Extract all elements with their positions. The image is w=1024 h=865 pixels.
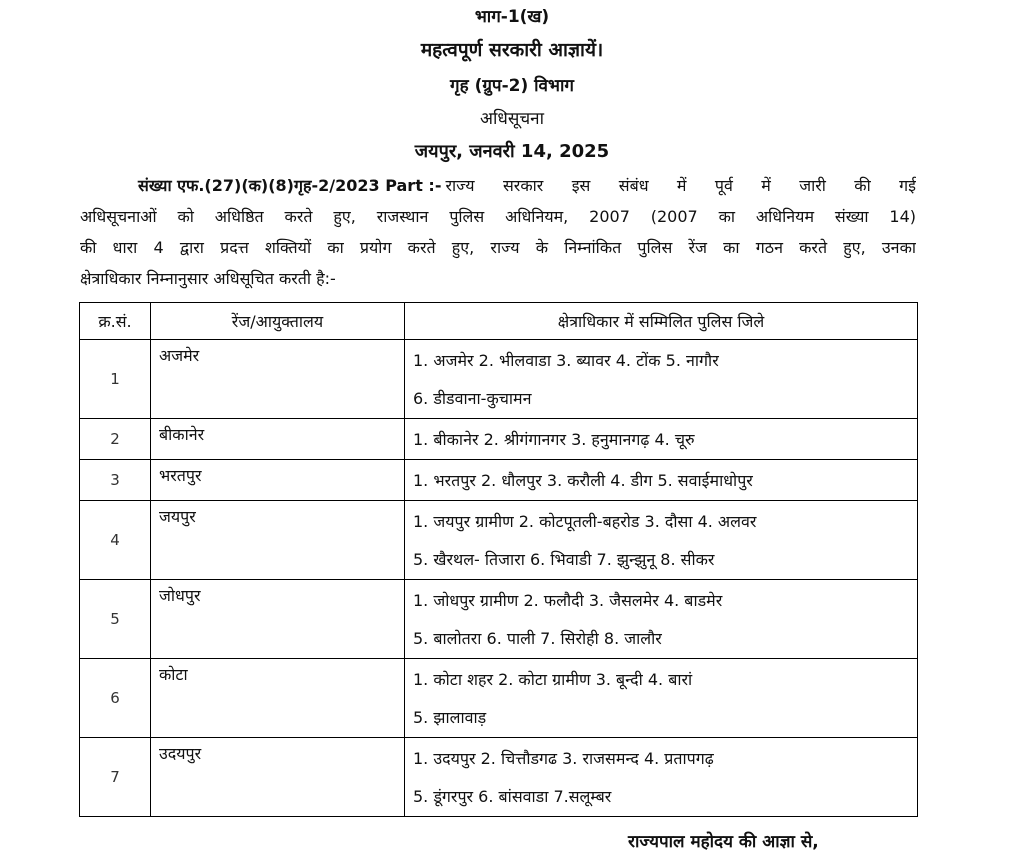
police-range-table — [79, 302, 918, 817]
serial-number: 1 — [80, 340, 151, 419]
district-line: 1. जयपुर ग्रामीण 2. कोटपूतली-बहरोड 3. दौसा 4. अलवर — [413, 512, 757, 531]
range-name: कोटा — [151, 659, 405, 738]
header-serial: क्र.सं. — [80, 303, 151, 340]
district-line: 5. खैरथल- तिजारा 6. भिवाडी 7. झुन्झुनू 8. सीकर — [413, 550, 715, 569]
district-line: 1. बीकानेर 2. श्रीगंगानगर 3. हनुमानगढ़ 4. चूरु — [413, 430, 695, 449]
district-line: 1. उदयपुर 2. चित्तौडगढ 3. राजसमन्द 4. प्रतापगढ़ — [413, 749, 714, 768]
district-line: 5. झालावाड़ — [413, 708, 487, 727]
range-name: जयपुर — [151, 501, 405, 580]
district-list — [405, 659, 918, 738]
table-row — [80, 659, 918, 738]
district-list — [405, 738, 918, 817]
district-list — [405, 419, 918, 460]
header-range: रेंज/आयुक्तालय — [151, 303, 405, 340]
district-line: 1. अजमेर 2. भीलवाडा 3. ब्यावर 4. टोंक 5. नागौर — [413, 351, 719, 370]
table-row — [80, 501, 918, 580]
range-name: बीकानेर — [151, 419, 405, 460]
table-row — [80, 580, 918, 659]
paragraph-line-2: अधिसूचनाओं को अधिष्ठित करते हुए, राजस्थान पुलिस अधिनियम, 2007 (2007 का अधिनियम संख्या 14) — [80, 207, 916, 226]
signature-line: राज्यपाल महोदय की आज्ञा से, — [628, 832, 819, 852]
department-heading: गृह (ग्रुप-2) विभाग — [450, 76, 574, 96]
district-line: 6. डीडवाना-कुचामन — [413, 389, 532, 408]
header-districts: क्षेत्राधिकार में सम्मिलित पुलिस जिले — [405, 303, 918, 340]
range-name: अजमेर — [151, 340, 405, 419]
serial-number: 6 — [80, 659, 151, 738]
serial-number: 7 — [80, 738, 151, 817]
district-line: 1. जोधपुर ग्रामीण 2. फलौदी 3. जैसलमेर 4. बाडमेर — [413, 591, 723, 610]
paragraph-line-3: की धारा 4 द्वारा प्रदत्त शक्तियों का प्रयोग करते हुए, राज्य के निम्नांकित पुलिस रेंज का गठन करते हुए, उनका — [80, 238, 916, 257]
serial-number: 4 — [80, 501, 151, 580]
district-list — [405, 501, 918, 580]
serial-number: 3 — [80, 460, 151, 501]
table-row — [80, 738, 918, 817]
reference-number: संख्या एफ.(27)(क)(8)गृह-2/2023 Part :- — [138, 176, 442, 195]
district-list — [405, 340, 918, 419]
place-date: जयपुर, जनवरी 14, 2025 — [414, 141, 610, 162]
table-header-row — [80, 303, 918, 340]
serial-number: 5 — [80, 580, 151, 659]
district-list — [405, 580, 918, 659]
table-row — [80, 460, 918, 501]
paragraph-text: राज्य सरकार इस संबंध में पूर्व में जारी की गई — [445, 176, 916, 195]
district-line: 1. भरतपुर 2. धौलपुर 3. करौली 4. डीग 5. सवाईमाधोपुर — [413, 471, 753, 490]
notification-paragraph — [80, 170, 916, 294]
district-line: 1. कोटा शहर 2. कोटा ग्रामीण 3. बून्दी 4. बारां — [413, 670, 693, 689]
table-row — [80, 340, 918, 419]
range-name: उदयपुर — [151, 738, 405, 817]
notice-heading: अधिसूचना — [480, 109, 544, 129]
document-title: महत्वपूर्ण सरकारी आज्ञायें। — [420, 39, 604, 61]
district-line: 5. डूंगरपुर 6. बांसवाडा 7.सलूम्बर — [413, 787, 612, 806]
table-row — [80, 419, 918, 460]
paragraph-line-4: क्षेत्राधिकार निम्नानुसार अधिसूचित करती है:- — [80, 269, 336, 288]
range-name: जोधपुर — [151, 580, 405, 659]
part-heading: भाग-1(ख) — [474, 7, 550, 27]
serial-number: 2 — [80, 419, 151, 460]
district-line: 5. बालोतरा 6. पाली 7. सिरोही 8. जालौर — [413, 629, 662, 648]
paragraph-line-1 — [80, 170, 916, 201]
range-name: भरतपुर — [151, 460, 405, 501]
district-list — [405, 460, 918, 501]
